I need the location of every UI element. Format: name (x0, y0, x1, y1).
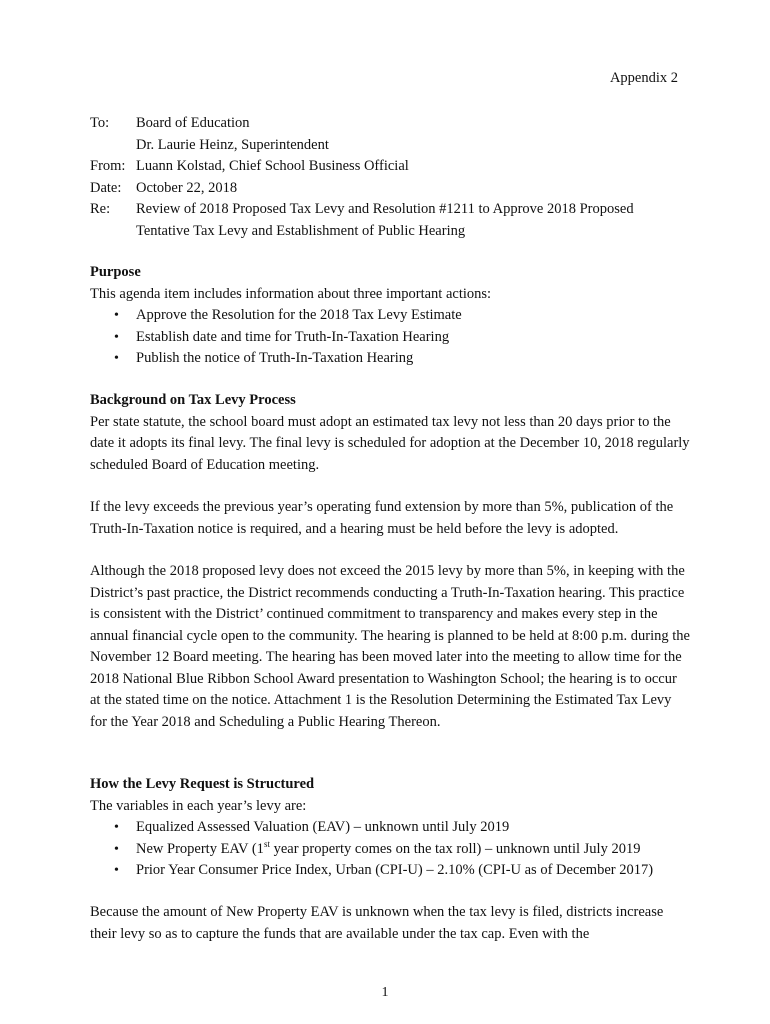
memo-date-label: Date: (90, 179, 122, 196)
memo-header (90, 113, 690, 242)
background-section (90, 390, 690, 476)
list-item: • Equalized Assessed Valuation (EAV) – unknown until July 2019 (90, 817, 690, 839)
background-paragraph-3 (90, 561, 690, 733)
purpose-intro: This agenda item includes information about three important actions: (90, 285, 492, 302)
memo-to-value (136, 113, 690, 156)
memo-date-value: October 22, 2018 (136, 179, 238, 196)
list-item: • Prior Year Consumer Price Index, Urban (CPI-U) – 2.10% (CPI-U as of December 2017) (90, 860, 690, 882)
structure-paragraph (90, 902, 690, 945)
memo-re-value (136, 199, 690, 242)
background-heading: Background on Tax Levy Process (90, 392, 296, 408)
purpose-heading: Purpose (90, 264, 141, 280)
memo-to-line: Dr. Laurie Heinz, Superintendent (136, 136, 329, 153)
paragraph: Per state statute, the school board must adopt an estimated tax levy not less than 20 days prior to the date it adopts its final levy. The final levy is scheduled for adoption at the December 10, 2018 regularly scheduled Board of Education meeting. (90, 413, 690, 473)
superscript: st (263, 838, 270, 849)
structure-section (90, 774, 690, 882)
structure-intro: The variables in each year’s levy are: (90, 797, 307, 814)
list-item: • Establish date and time for Truth-In-Taxation Hearing (90, 327, 690, 349)
structure-bullet-list (90, 817, 690, 882)
bullet-text: year property comes on the tax roll) – unknown until July 2019 (269, 840, 641, 857)
paragraph: Although the 2018 proposed levy does not exceed the 2015 levy by more than 5%, in keeping with the District’s past practice, the District recommends conducting a Truth-In-Taxation hearing. This practice is consistent with the District’ continued commitment to transparency and makes every step in the annual financial cycle open to the community. The hearing is planned to be held at 8:00 p.m. during the November 12 Board meeting. The hearing has been moved later into the meeting to allow time for the 2018 National Blue Ribbon School Award presentation to Washington School; the hearing is to occur at the stated time on the notice. Attachment 1 is the Resolution Determining the Estimated Tax Levy for the Year 2018 and Scheduling a Public Hearing Thereon. (90, 563, 690, 730)
memo-to-label: To: (90, 115, 110, 131)
list-item (90, 839, 690, 861)
memo-from-row (90, 156, 690, 178)
memo-to-row (90, 113, 690, 156)
memo-re-label: Re: (90, 201, 111, 217)
memo-date-row (90, 178, 690, 200)
purpose-bullet-list (90, 305, 690, 370)
appendix-label: Appendix 2 (609, 70, 678, 86)
memo-to-line: Board of Education (136, 115, 250, 131)
structure-heading: How the Levy Request is Structured (90, 776, 315, 792)
list-item: • Publish the notice of Truth-In-Taxation Hearing (90, 348, 690, 370)
memo-re-line: Tentative Tax Levy and Establishment of Public Hearing (136, 222, 466, 239)
memo-from-label: From: (90, 158, 126, 174)
list-item: • Approve the Resolution for the 2018 Tax Levy Estimate (90, 305, 690, 327)
background-paragraph-2 (90, 497, 690, 540)
memo-re-row (90, 199, 690, 242)
memo-re-line: Review of 2018 Proposed Tax Levy and Resolution #1211 to Approve 2018 Proposed (136, 201, 634, 217)
purpose-section (90, 262, 690, 370)
memo-from-value: Luann Kolstad, Chief School Business Official (136, 158, 409, 174)
page-number: 1 (381, 985, 389, 1000)
paragraph: If the levy exceeds the previous year’s operating fund extension by more than 5%, publication of the Truth-In-Taxation notice is required, and a hearing must be held before the levy is adopted. (90, 499, 674, 537)
bullet-text: New Property EAV (1 (136, 840, 264, 857)
paragraph: Because the amount of New Property EAV is unknown when the tax levy is filed, districts increase their levy so as to capture the funds that are available under the tax cap. Even with the (90, 904, 664, 942)
